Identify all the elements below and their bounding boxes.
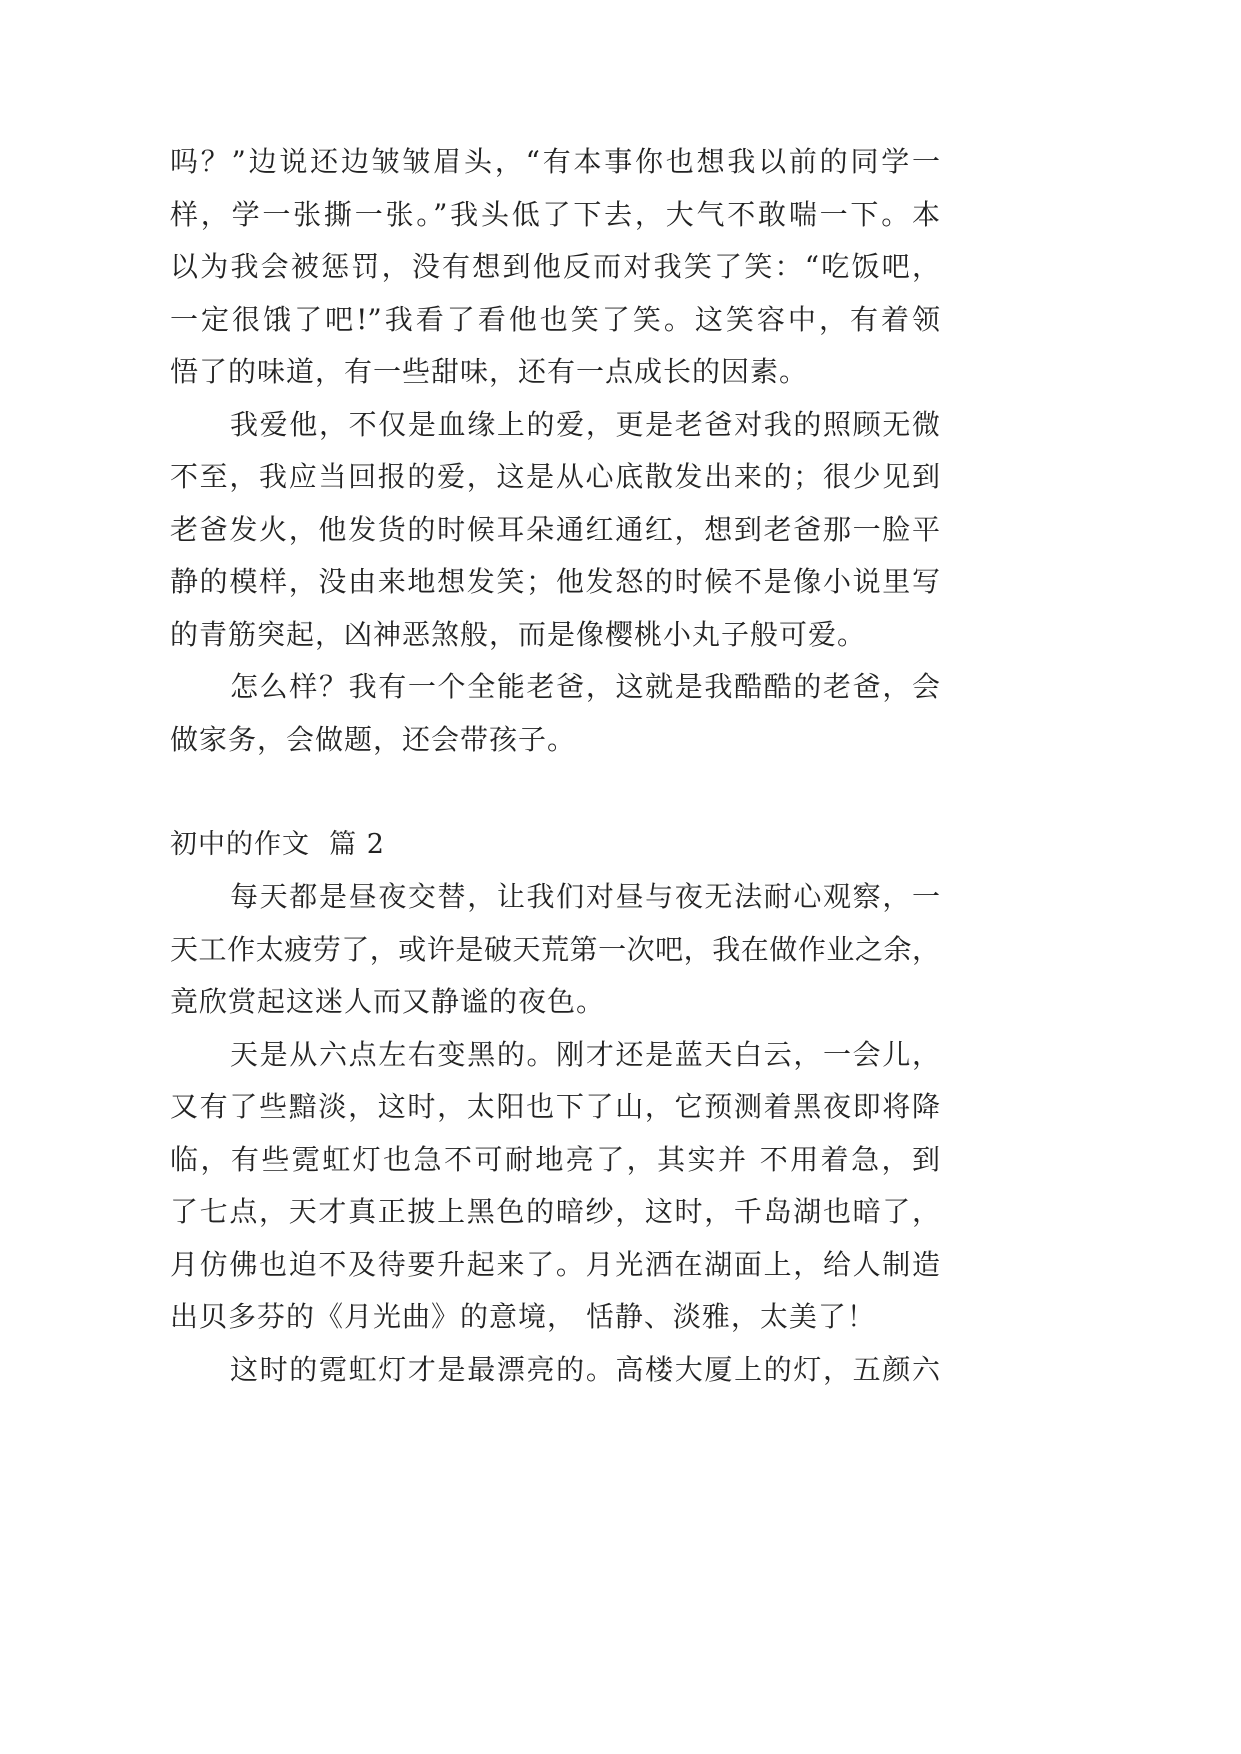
paragraph (170, 871, 940, 1029)
text-line: 这时的霓虹灯才是最漂亮的。高楼大厦上的灯，五颜六 (230, 1352, 940, 1386)
text-line: 怎么样？我有一个全能老爸，这就是我酷酷的老爸，会 (230, 670, 940, 703)
text-line: 不至，我应当回报的爱，这是从心底散发出来的；很少见到 (170, 460, 940, 493)
text-line: 天是从六点左右变黑的。刚才还是蓝天白云，一会儿， (230, 1037, 940, 1071)
text-line: 我爱他，不仅是血缘上的爱，更是老爸对我的照顾无微 (230, 407, 940, 441)
text-line: 悟了的味道，有一些甜味，还有一点成长的因素。 (170, 355, 809, 388)
text-line: 出贝多芬的《月光曲》的意境， 恬静、淡雅，太美了！ (170, 1300, 876, 1333)
text-line: 又有了些黯淡，这时，太阳也下了山，它预测着黑夜即将降 (170, 1090, 940, 1123)
text-line: 临，有些霓虹灯也急不可耐地亮了，其实并 不用着急，到 (170, 1142, 940, 1176)
text-line: 每天都是昼夜交替，让我们对昼与夜无法耐心观察，一 (230, 880, 940, 913)
text-line: 一定很饿了吧!”我看了看他也笑了笑。这笑容中，有着领 (170, 302, 940, 336)
text-line: 的青筋突起，凶神恶煞般，而是像樱桃小丸子般可爱。 (170, 617, 867, 651)
paragraph (170, 136, 940, 399)
text-line: 静的模样，没由来地想发笑；他发怒的时候不是像小说里写 (170, 565, 940, 598)
paragraph (170, 1029, 940, 1344)
paragraph (170, 661, 940, 766)
paragraph (170, 1344, 940, 1397)
paragraph (170, 399, 940, 662)
document-body (170, 136, 940, 1396)
text-line: 样，学一张撕一张。”我头低了下去，大气不敢喘一下。本 (170, 197, 940, 231)
text-line: 天工作太疲劳了，或许是破天荒第一次吧，我在做作业之余， (170, 932, 940, 966)
text-line: 月仿佛也迫不及待要升起来了。月光洒在湖面上，给人制造 (170, 1247, 940, 1281)
text-line: 了七点，天才真正披上黑色的暗纱，这时，千岛湖也暗了， (170, 1195, 940, 1228)
text-line: 竟欣赏起这迷人而又静谧的夜色。 (170, 985, 606, 1018)
blank-line (170, 766, 940, 819)
section-heading: 初中的作文 篇 2 (170, 828, 385, 860)
text-line: 老爸发火，他发货的时候耳朵通红通红，想到老爸那一脸平 (170, 512, 940, 546)
text-line: 做家务，会做题，还会带孩子。 (170, 722, 577, 756)
text-line: 吗？”边说还边皱皱眉头，“有本事你也想我以前的同学一 (170, 145, 940, 178)
text-line: 以为我会被惩罚，没有想到他反而对我笑了笑：“吃饭吧， (170, 250, 940, 283)
